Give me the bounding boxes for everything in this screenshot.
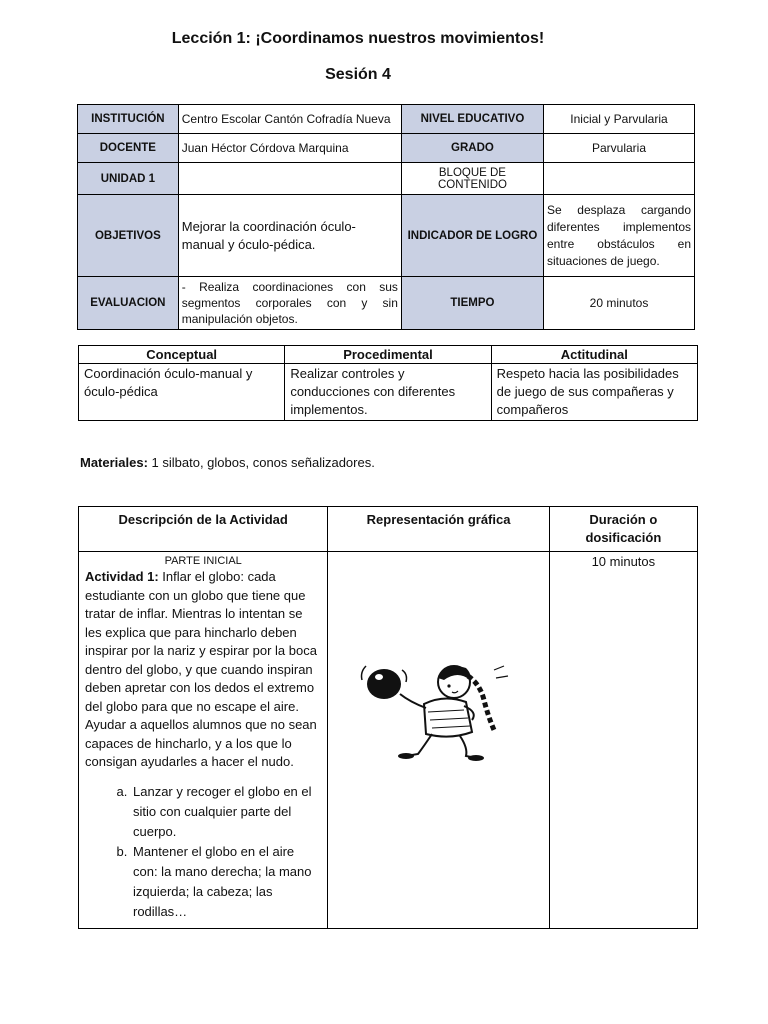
grado-label: GRADO [401, 134, 543, 163]
institucion-value: Centro Escolar Cantón Cofradía Nueva [178, 105, 401, 134]
conceptual-cell: Coordinación óculo-manual y óculo-pédica [79, 364, 285, 421]
phase-label: PARTE INICIAL [164, 555, 242, 567]
balloon-icon [367, 669, 401, 699]
activity-description: Inflar el globo: cada estudiante con un globo que tiene que tratar de inflar. Mientras lo intentan se les explica que para hincharlo deben inspirar por la nariz y espirar por la boca dentro del globo, y que cuando inspiran deben apretar con los dedos el extremo del globo para que no escape el aire. [85, 569, 317, 714]
duration-header: Duración o dosificación [549, 507, 697, 552]
bloque-value [543, 163, 694, 195]
unidad-value [178, 163, 401, 195]
actitudinal-header: Actitudinal [491, 346, 697, 364]
bloque-label: BLOQUE DE CONTENIDO [401, 163, 543, 195]
tiempo-value: 20 minutos [543, 277, 694, 330]
indicador-label: INDICADOR DE LOGRO [401, 195, 543, 277]
activity-list [85, 782, 321, 922]
actitudinal-cell: Respeto hacia las posibilidades de juego de sus compañeras y compañeros [491, 364, 697, 421]
objetivos-value: Mejorar la coordinación óculo-manual y óculo-pédica. [178, 195, 401, 277]
description-header: Descripción de la Actividad [79, 507, 328, 552]
unidad-label: UNIDAD 1 [78, 163, 179, 195]
tiempo-label: TIEMPO [401, 277, 543, 330]
activity-text [85, 568, 321, 772]
indicador-value: Se desplaza cargando diferentes implementos entre obstáculos en situaciones de juego. [543, 195, 694, 277]
materials-label: Materiales: [80, 455, 148, 470]
activity-description-2: Ayudar a aquellos alumnos que no sean capaces de hincharlo, y a los que lo consigan ayudarles a hacer el nudo. [85, 717, 317, 769]
grado-value: Parvularia [543, 134, 694, 163]
nivel-label: NIVEL EDUCATIVO [401, 105, 543, 134]
activity-description-cell [79, 552, 328, 929]
contents-table [78, 345, 698, 421]
procedimental-cell: Realizar controles y conducciones con diferentes implementos. [285, 364, 491, 421]
materials-line [80, 455, 375, 470]
info-table [77, 104, 695, 330]
activity-table [78, 506, 698, 929]
lesson-title: Lección 1: ¡Coordinamos nuestros movimientos! [171, 30, 545, 47]
conceptual-header: Conceptual [79, 346, 285, 364]
procedimental-header: Procedimental [285, 346, 491, 364]
list-item: b. Mantener el globo en el aire con: la mano derecha; la mano izquierda; la cabeza; las rodillas… [131, 842, 321, 922]
graphic-cell [328, 552, 549, 929]
docente-label: DOCENTE [78, 134, 179, 163]
nivel-value: Inicial y Parvularia [543, 105, 694, 134]
institucion-label: INSTITUCIÓN [78, 105, 179, 134]
graphic-header: Representación gráfica [328, 507, 549, 552]
activity-title: Actividad 1: [85, 569, 159, 584]
docente-value: Juan Héctor Córdova Marquina [178, 134, 401, 163]
evaluacion-value: - Realiza coordinaciones con sus segmentos corporales con y sin manipulación objetos. [178, 277, 401, 330]
duration-cell: 10 minutos [549, 552, 697, 929]
child-balloon-illustration [354, 654, 524, 764]
objetivos-label: OBJETIVOS [78, 195, 179, 277]
evaluacion-label: EVALUACION [78, 277, 179, 330]
materials-text: 1 silbato, globos, conos señalizadores. [147, 455, 375, 470]
list-item: a. Lanzar y recoger el globo en el sitio con cualquier parte del cuerpo. [131, 782, 321, 842]
session-title: Sesión 4 [325, 66, 391, 83]
